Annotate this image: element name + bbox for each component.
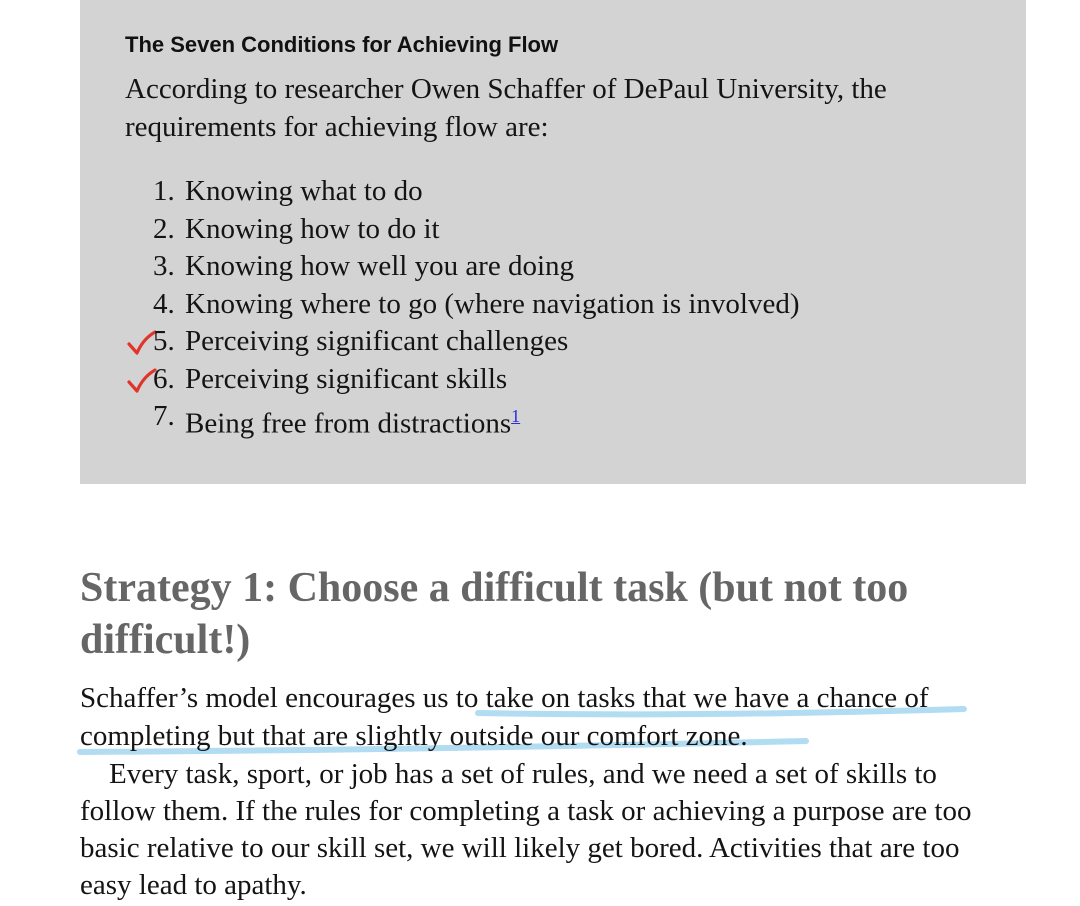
box-intro: According to researcher Owen Schaffer of DePaul University, the requirements for achieving flow are:: [125, 73, 887, 143]
condition-number: 4.: [153, 287, 175, 320]
condition-number: 2.: [153, 212, 175, 245]
paragraph-line: basic relative to our skill set, we will likely get bored. Activities that are too: [80, 832, 960, 864]
condition-text: Knowing how well you are doing: [185, 250, 575, 282]
paragraph-line: completing but that are slightly outside our comfort zone.: [80, 720, 748, 752]
condition-text-label: Being free from distractions: [185, 407, 512, 440]
condition-text: [185, 398, 520, 443]
condition-text: Knowing what to do: [185, 175, 423, 207]
paragraph-line: Schaffer’s model encourages us to take on tasks that we have a chance of: [80, 682, 929, 714]
footnote-link[interactable]: 1: [511, 406, 521, 426]
condition-number: 6.: [153, 362, 175, 395]
box-title: The Seven Conditions for Achieving Flow: [125, 32, 559, 57]
condition-text: Knowing how to do it: [185, 212, 440, 245]
paragraph-line: Every task, sport, or job has a set of rules, and we need a set of skills to: [80, 758, 937, 790]
condition-text: Perceiving significant challenges: [185, 325, 569, 357]
condition-number: 5.: [153, 325, 175, 357]
paragraph-line: easy lead to apathy.: [80, 869, 307, 901]
section-heading: Strategy 1: Choose a difficult task (but not too difficult!): [80, 565, 909, 663]
condition-text: Perceiving significant skills: [185, 362, 508, 395]
condition-number: 3.: [153, 250, 175, 282]
condition-number: 1.: [153, 175, 175, 207]
condition-number: 7.: [153, 400, 175, 432]
condition-text: Knowing where to go (where navigation is involved): [185, 287, 800, 320]
paragraph-line: follow them. If the rules for completing a task or achieving a purpose are too: [80, 795, 972, 827]
